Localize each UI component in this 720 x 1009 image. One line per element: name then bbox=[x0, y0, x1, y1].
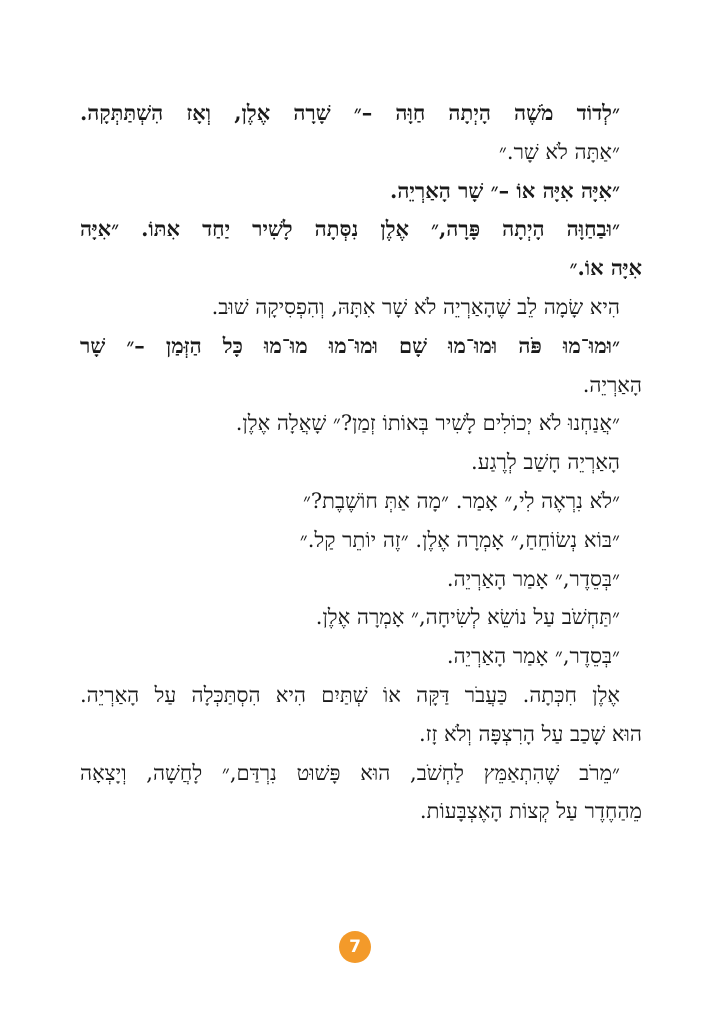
text-line: ״וּבַחַוָּה הָיְתָה פָּרָה,״ אֶלֶן נִסְּתָה לָשִׁיר יַחַד אִתּוֹ. ״אִיָּה bbox=[80, 216, 620, 242]
page-number-badge: 7 bbox=[339, 931, 371, 963]
text-line: הָאַרְיֵה. bbox=[582, 372, 642, 397]
text-line: ״אִיָּה אִיָּה אוֹ –״ שָׁר הָאַרְיֵה. bbox=[390, 177, 620, 203]
text-line: הוּא שָׁכַב עַל הָרִצְפָּה וְלֹא זָז. bbox=[418, 721, 642, 746]
text-line: ״וּמוּ־מוּ פֹּה וּמוּ־מוּ שָׁם וּמוּ־מוּ מוּ־מוּ כָּל הַזְּמַן –״ שָׁר bbox=[80, 332, 620, 358]
text-line: ״אֲנַחְנוּ לֹא יְכוֹלִים לָשִׁיר בְּאוֹתוֹ זְמַן?״ שָׁאֲלָה אֶלֶן. bbox=[235, 411, 620, 436]
text-line: מֵהַחֶדֶר עַל קְצוֹת הָאֶצְבָּעוֹת. bbox=[419, 799, 642, 824]
text-line: הָאַרְיֵה חָשַׁב לְרֶגַע. bbox=[471, 450, 620, 475]
text-line: ״אַתָּה לֹא שָׁר.״ bbox=[498, 139, 620, 164]
text-line: אֶלֶן חִכְּתָה. כַּעֲבֹר דַּקָּה אוֹ שְׁתַּיִם הִיא הִסְתַּכְּלָה עַל הָאַרְיֵה. bbox=[80, 682, 620, 707]
text-line: ״מֵרֹב שֶׁהִתְאַמֵּץ לַחְשֹׁב, הוּא פָּשׁוּט נִרְדַּם,״ לָחֲשָׁה, וְיָצְאָה bbox=[80, 760, 620, 785]
text-line: הִיא שָׂמָה לֵב שֶׁהָאַרְיֵה לֹא שָׁר אִתָּהּ, וְהִפְסִיקָה שׁוּב. bbox=[211, 294, 620, 319]
text-line: אִיָּה אוֹ.״ bbox=[569, 255, 642, 281]
text-line: ״לְדוֹד מֹשֶׁה הָיְתָה חַוָּה –״ שָׁרָה אֶלֶן, וְאָז הִשְׁתַּתְּקָה. bbox=[80, 100, 620, 125]
text-line: ״תַּחְשֹׁב עַל נוֹשֵׂא לְשִׂיחָה,״ אָמְרָה אֶלֶן. bbox=[315, 605, 620, 630]
story-text bbox=[80, 94, 642, 831]
text-line: ״בְּסֵדֶר,״ אָמַר הָאַרְיֵה. bbox=[446, 644, 620, 669]
text-line: ״לֹא נִרְאֶה לִי,״ אָמַר. ״מָה אַתְּ חוֹשֶׁבֶת?״ bbox=[302, 488, 620, 513]
text-line: ״בּוֹא נְשׂוֹחֵחַ,״ אָמְרָה אֶלֶן. ״זֶה יוֹתֵר קַל.״ bbox=[299, 527, 620, 552]
text-line: ״בְּסֵדֶר,״ אָמַר הָאַרְיֵה. bbox=[446, 566, 620, 591]
